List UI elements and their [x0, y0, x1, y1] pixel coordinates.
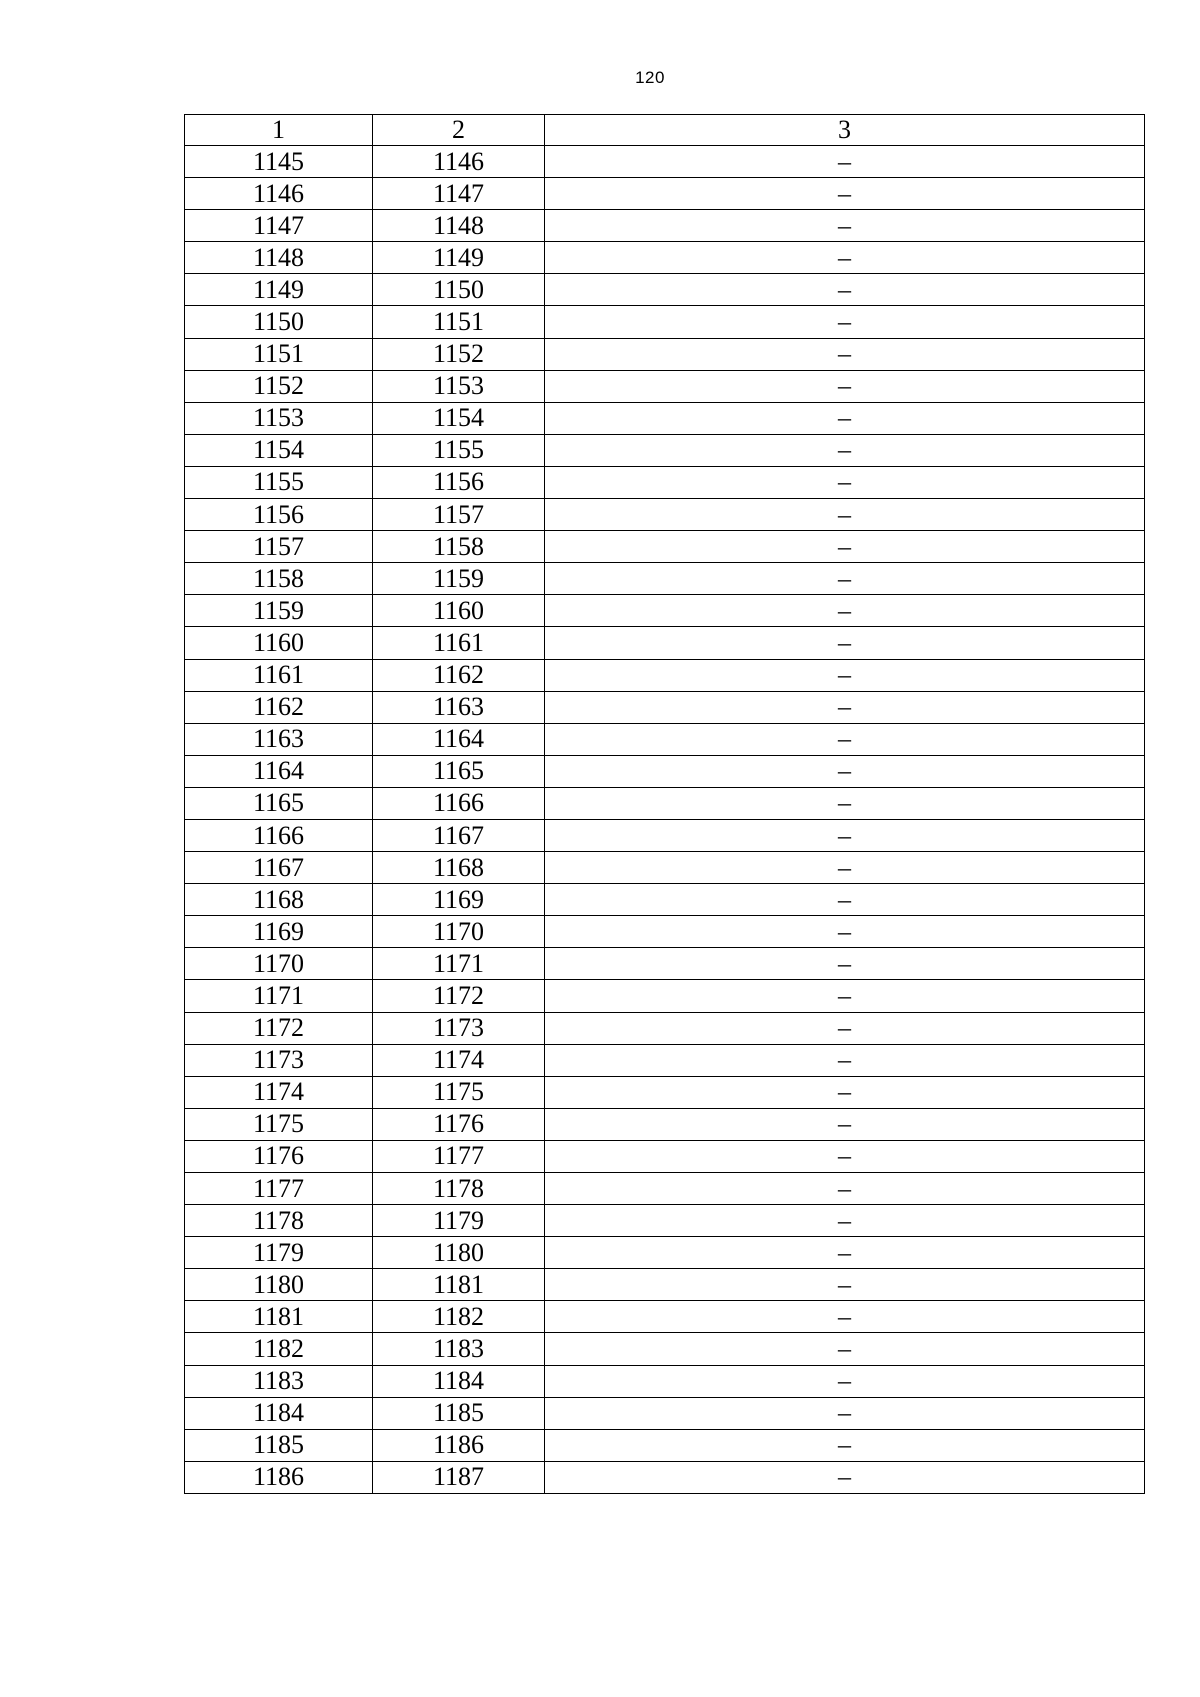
- table-row: [185, 370, 1145, 402]
- table-cell-col-2: 1181: [373, 1269, 545, 1301]
- table-row: [185, 691, 1145, 723]
- table-cell-col-3: –: [545, 1173, 1145, 1205]
- table-cell-col-1: 1150: [185, 306, 373, 338]
- table-cell-col-3: –: [545, 1237, 1145, 1269]
- table-cell-col-2: 1150: [373, 274, 545, 306]
- table-cell-col-1: 1160: [185, 627, 373, 659]
- table-cell-col-3: –: [545, 916, 1145, 948]
- table-row: [185, 1173, 1145, 1205]
- table-cell-col-1: 1169: [185, 916, 373, 948]
- registry-table: [184, 114, 1145, 1494]
- table-cell-col-1: 1167: [185, 852, 373, 884]
- table-cell-col-2: 1146: [373, 146, 545, 178]
- table-cell-col-1: 1159: [185, 595, 373, 627]
- table-row: [185, 916, 1145, 948]
- table-cell-col-1: 1149: [185, 274, 373, 306]
- table-cell-col-3: –: [545, 1333, 1145, 1365]
- table-cell-col-3: –: [545, 659, 1145, 691]
- table-cell-col-2: 1180: [373, 1237, 545, 1269]
- table-cell-col-1: 1173: [185, 1044, 373, 1076]
- table-row: [185, 563, 1145, 595]
- table-cell-col-2: 1164: [373, 723, 545, 755]
- table-cell-col-3: –: [545, 852, 1145, 884]
- table-row: [185, 1044, 1145, 1076]
- table-cell-col-3: –: [545, 723, 1145, 755]
- table-cell-col-3: –: [545, 402, 1145, 434]
- table-cell-col-3: –: [545, 1044, 1145, 1076]
- table-cell-col-2: 1169: [373, 884, 545, 916]
- table-row: [185, 178, 1145, 210]
- table-cell-col-1: 1182: [185, 1333, 373, 1365]
- table-cell-col-2: 1162: [373, 659, 545, 691]
- table-cell-col-1: 1184: [185, 1397, 373, 1429]
- registry-table-container: [184, 114, 1144, 1494]
- table-row: [185, 338, 1145, 370]
- table-cell-col-2: 1167: [373, 819, 545, 851]
- table-cell-col-1: 1175: [185, 1108, 373, 1140]
- table-row: [185, 1205, 1145, 1237]
- table-row: [185, 434, 1145, 466]
- table-cell-col-2: 1151: [373, 306, 545, 338]
- table-cell-col-3: –: [545, 1269, 1145, 1301]
- table-cell-col-3: –: [545, 1461, 1145, 1493]
- table-cell-col-1: 1153: [185, 402, 373, 434]
- table-cell-col-1: 1152: [185, 370, 373, 402]
- table-row: [185, 755, 1145, 787]
- table-cell-col-2: 1161: [373, 627, 545, 659]
- table-row: [185, 402, 1145, 434]
- table-cell-col-2: 1187: [373, 1461, 545, 1493]
- table-row: [185, 1108, 1145, 1140]
- table-cell-col-2: 1184: [373, 1365, 545, 1397]
- table-cell-col-3: –: [545, 1140, 1145, 1172]
- table-row: [185, 787, 1145, 819]
- table-cell-col-3: –: [545, 210, 1145, 242]
- table-cell-col-1: 1181: [185, 1301, 373, 1333]
- table-cell-col-3: –: [545, 146, 1145, 178]
- table-row: [185, 1397, 1145, 1429]
- table-cell-col-2: 1176: [373, 1108, 545, 1140]
- table-cell-col-3: –: [545, 370, 1145, 402]
- table-cell-col-2: 1147: [373, 178, 545, 210]
- table-cell-col-3: –: [545, 819, 1145, 851]
- table-cell-col-3: –: [545, 563, 1145, 595]
- table-cell-col-3: –: [545, 595, 1145, 627]
- table-cell-col-1: 1147: [185, 210, 373, 242]
- table-row: [185, 1365, 1145, 1397]
- table-body: [185, 146, 1145, 1494]
- table-cell-col-2: 1152: [373, 338, 545, 370]
- table-cell-col-3: –: [545, 1397, 1145, 1429]
- table-cell-col-1: 1166: [185, 819, 373, 851]
- table-cell-col-3: –: [545, 787, 1145, 819]
- table-cell-col-2: 1174: [373, 1044, 545, 1076]
- column-header-2: 2: [373, 115, 545, 146]
- table-row: [185, 980, 1145, 1012]
- table-row: [185, 1429, 1145, 1461]
- table-cell-col-2: 1154: [373, 402, 545, 434]
- table-cell-col-1: 1151: [185, 338, 373, 370]
- table-cell-col-1: 1158: [185, 563, 373, 595]
- table-cell-col-1: 1186: [185, 1461, 373, 1493]
- table-cell-col-3: –: [545, 691, 1145, 723]
- table-row: [185, 531, 1145, 563]
- table-cell-col-2: 1175: [373, 1076, 545, 1108]
- table-cell-col-1: 1172: [185, 1012, 373, 1044]
- table-cell-col-1: 1155: [185, 466, 373, 498]
- table-cell-col-1: 1168: [185, 884, 373, 916]
- table-cell-col-1: 1154: [185, 434, 373, 466]
- table-row: [185, 1301, 1145, 1333]
- table-cell-col-2: 1168: [373, 852, 545, 884]
- table-cell-col-1: 1171: [185, 980, 373, 1012]
- table-cell-col-2: 1172: [373, 980, 545, 1012]
- table-cell-col-2: 1153: [373, 370, 545, 402]
- table-cell-col-2: 1160: [373, 595, 545, 627]
- table-cell-col-3: –: [545, 1076, 1145, 1108]
- table-row: [185, 659, 1145, 691]
- table-row: [185, 1076, 1145, 1108]
- table-cell-col-2: 1182: [373, 1301, 545, 1333]
- table-cell-col-3: –: [545, 1365, 1145, 1397]
- table-cell-col-3: –: [545, 755, 1145, 787]
- table-cell-col-2: 1170: [373, 916, 545, 948]
- table-cell-col-2: 1158: [373, 531, 545, 563]
- table-row: [185, 242, 1145, 274]
- table-cell-col-1: 1163: [185, 723, 373, 755]
- table-cell-col-1: 1185: [185, 1429, 373, 1461]
- table-cell-col-2: 1156: [373, 466, 545, 498]
- table-cell-col-2: 1179: [373, 1205, 545, 1237]
- table-cell-col-1: 1165: [185, 787, 373, 819]
- column-header-1: 1: [185, 115, 373, 146]
- table-cell-col-2: 1173: [373, 1012, 545, 1044]
- table-row: [185, 146, 1145, 178]
- table-row: [185, 819, 1145, 851]
- table-cell-col-2: 1166: [373, 787, 545, 819]
- table-header-row: [185, 115, 1145, 146]
- table-cell-col-1: 1164: [185, 755, 373, 787]
- table-cell-col-1: 1145: [185, 146, 373, 178]
- table-cell-col-1: 1178: [185, 1205, 373, 1237]
- table-row: [185, 627, 1145, 659]
- table-cell-col-1: 1180: [185, 1269, 373, 1301]
- table-cell-col-3: –: [545, 980, 1145, 1012]
- table-cell-col-1: 1177: [185, 1173, 373, 1205]
- table-cell-col-2: 1177: [373, 1140, 545, 1172]
- table-cell-col-2: 1155: [373, 434, 545, 466]
- table-row: [185, 852, 1145, 884]
- table-row: [185, 1269, 1145, 1301]
- table-cell-col-3: –: [545, 499, 1145, 531]
- table-row: [185, 1012, 1145, 1044]
- table-row: [185, 948, 1145, 980]
- table-cell-col-1: 1174: [185, 1076, 373, 1108]
- page-number: 120: [635, 68, 665, 87]
- table-row: [185, 595, 1145, 627]
- table-cell-col-2: 1185: [373, 1397, 545, 1429]
- table-cell-col-3: –: [545, 627, 1145, 659]
- table-row: [185, 1333, 1145, 1365]
- table-cell-col-3: –: [545, 274, 1145, 306]
- table-cell-col-3: –: [545, 1205, 1145, 1237]
- table-cell-col-3: –: [545, 948, 1145, 980]
- table-row: [185, 884, 1145, 916]
- table-row: [185, 723, 1145, 755]
- table-cell-col-1: 1179: [185, 1237, 373, 1269]
- table-row: [185, 1140, 1145, 1172]
- table-cell-col-3: –: [545, 466, 1145, 498]
- table-row: [185, 466, 1145, 498]
- table-cell-col-3: –: [545, 178, 1145, 210]
- table-row: [185, 274, 1145, 306]
- table-cell-col-1: 1176: [185, 1140, 373, 1172]
- table-row: [185, 1461, 1145, 1493]
- table-row: [185, 499, 1145, 531]
- table-cell-col-3: –: [545, 1429, 1145, 1461]
- table-cell-col-2: 1163: [373, 691, 545, 723]
- table-cell-col-2: 1157: [373, 499, 545, 531]
- table-cell-col-1: 1157: [185, 531, 373, 563]
- table-cell-col-3: –: [545, 1012, 1145, 1044]
- table-row: [185, 1237, 1145, 1269]
- table-cell-col-3: –: [545, 242, 1145, 274]
- table-cell-col-1: 1162: [185, 691, 373, 723]
- table-cell-col-2: 1165: [373, 755, 545, 787]
- table-cell-col-1: 1156: [185, 499, 373, 531]
- table-cell-col-2: 1178: [373, 1173, 545, 1205]
- table-cell-col-1: 1161: [185, 659, 373, 691]
- table-row: [185, 306, 1145, 338]
- table-cell-col-2: 1148: [373, 210, 545, 242]
- column-header-3: 3: [545, 115, 1145, 146]
- table-cell-col-2: 1159: [373, 563, 545, 595]
- table-cell-col-1: 1148: [185, 242, 373, 274]
- table-cell-col-2: 1171: [373, 948, 545, 980]
- table-cell-col-2: 1183: [373, 1333, 545, 1365]
- table-cell-col-1: 1170: [185, 948, 373, 980]
- table-cell-col-2: 1186: [373, 1429, 545, 1461]
- table-cell-col-1: 1146: [185, 178, 373, 210]
- table-cell-col-1: 1183: [185, 1365, 373, 1397]
- table-cell-col-3: –: [545, 531, 1145, 563]
- table-row: [185, 210, 1145, 242]
- table-cell-col-3: –: [545, 1301, 1145, 1333]
- table-cell-col-3: –: [545, 306, 1145, 338]
- table-cell-col-3: –: [545, 1108, 1145, 1140]
- table-cell-col-3: –: [545, 434, 1145, 466]
- table-cell-col-3: –: [545, 884, 1145, 916]
- table-cell-col-2: 1149: [373, 242, 545, 274]
- table-cell-col-3: –: [545, 338, 1145, 370]
